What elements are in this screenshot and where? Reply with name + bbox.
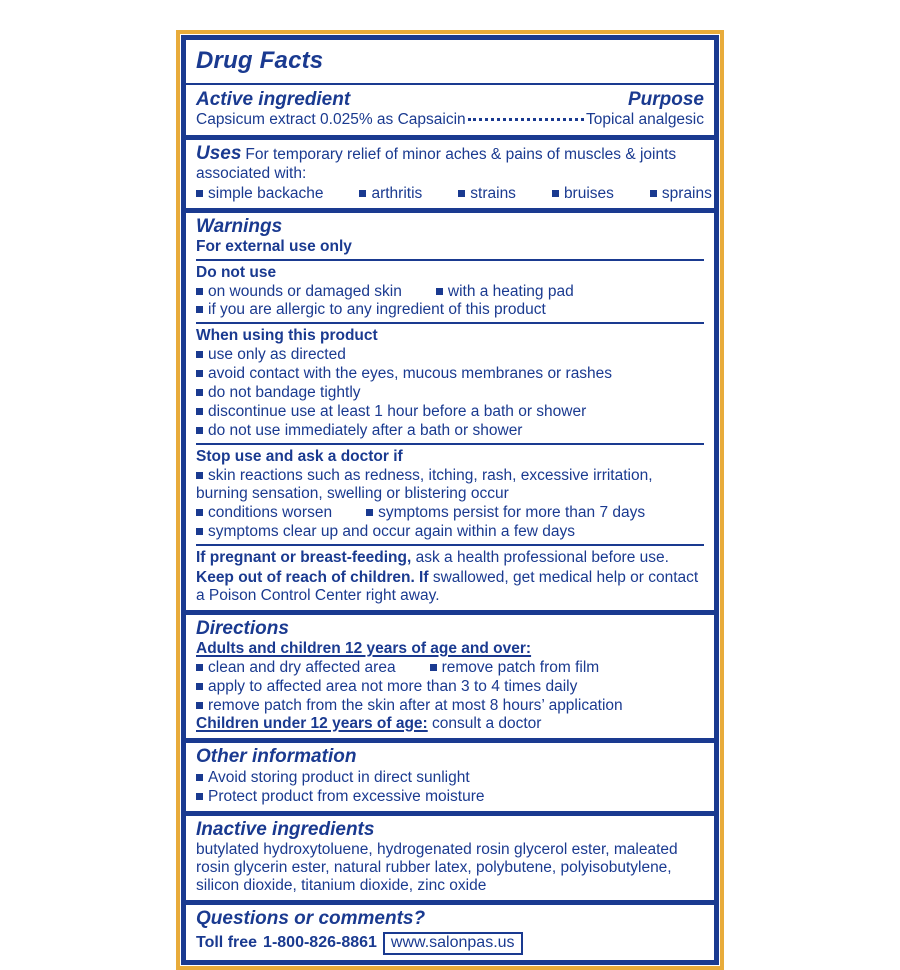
- adults-directions-heading: Adults and children 12 years of age and over:: [196, 640, 532, 657]
- bullet-icon: [196, 351, 203, 358]
- bullet-icon: [196, 702, 203, 709]
- bullet-icon: [458, 190, 465, 197]
- list-item: strains: [458, 185, 516, 203]
- bullet-icon: [196, 408, 203, 415]
- list-item: bruises: [552, 185, 614, 203]
- bullet-icon: [196, 306, 203, 313]
- when-using-heading: When using this product: [196, 327, 378, 345]
- subsection-divider: [196, 544, 704, 546]
- list-item: simple backache: [196, 185, 323, 203]
- other-information-heading: Other information: [196, 745, 357, 767]
- do-not-use-heading: Do not use: [196, 263, 277, 281]
- bullet-icon: [196, 793, 203, 800]
- contact-row: [196, 932, 704, 955]
- bullet-icon: [196, 664, 203, 671]
- list-item: avoid contact with the eyes, mucous membranes or rashes: [196, 365, 704, 383]
- list-item: apply to affected area not more than 3 to 4 times daily: [196, 678, 704, 696]
- purpose-heading: Purpose: [627, 89, 704, 110]
- list-item: symptoms persist for more than 7 days: [366, 504, 645, 522]
- list-item: if you are allergic to any ingredient of this product: [196, 301, 704, 319]
- list-item: arthritis: [359, 185, 422, 203]
- section-inactive-ingredients: [186, 816, 714, 900]
- list-item: remove patch from the skin after at most 8 hours’ application: [196, 697, 704, 715]
- bullet-icon: [552, 190, 559, 197]
- list-item: discontinue use at least 1 hour before a bath or shower: [196, 403, 704, 421]
- stop-use-row: [196, 504, 704, 522]
- section-directions: [186, 615, 714, 738]
- subsection-divider: [196, 322, 704, 324]
- subsection-divider: [196, 259, 704, 261]
- bullet-icon: [366, 509, 373, 516]
- list-item: Avoid storing product in direct sunlight: [196, 769, 704, 787]
- list-item: remove patch from film: [430, 659, 600, 677]
- list-item: with a heating pad: [436, 283, 574, 301]
- uses-intro: For temporary relief of minor aches & pains of muscles & joints associated with:: [196, 145, 677, 182]
- bullet-icon: [430, 664, 437, 671]
- do-not-use-row: [196, 283, 704, 301]
- purpose-value: Topical analgesic: [585, 111, 704, 128]
- list-item: use only as directed: [196, 346, 704, 364]
- list-item: do not use immediately after a bath or shower: [196, 422, 704, 440]
- section-other-information: [186, 743, 714, 811]
- uses-bullet-row: [196, 184, 712, 203]
- warnings-heading: Warnings: [196, 215, 283, 237]
- keep-out-of-reach-warning: Keep out of reach of children. If swallowed, get medical help or contact a Poison Control Center right away.: [196, 569, 699, 605]
- bullet-icon: [196, 683, 203, 690]
- inactive-ingredients-text: butylated hydroxytoluene, hydrogenated rosin glycerol ester, maleated rosin glycerin ester, natural rubber latex, polybutene, polyisobutylene, silicon dioxide, titanium dioxide, zinc oxide: [196, 840, 678, 894]
- bullet-icon: [196, 389, 203, 396]
- bullet-icon: [196, 190, 203, 197]
- questions-heading: Questions or comments?: [196, 907, 426, 929]
- bullet-icon: [196, 472, 203, 479]
- stop-use-heading: Stop use and ask a doctor if: [196, 448, 403, 466]
- list-item: Protect product from excessive moisture: [196, 788, 704, 806]
- label-inner-border: [181, 35, 719, 965]
- inactive-ingredients-heading: Inactive ingredients: [196, 818, 375, 840]
- list-item: symptoms clear up and occur again within a few days: [196, 523, 704, 541]
- section-active-ingredient: [186, 85, 714, 135]
- list-item: conditions worsen: [196, 504, 332, 522]
- external-use-text: For external use only: [196, 237, 352, 255]
- children-directions: Children under 12 years of age: consult a doctor: [196, 714, 542, 732]
- pregnancy-warning: If pregnant or breast-feeding, ask a health professional before use.: [196, 549, 669, 567]
- list-item: sprains: [650, 185, 712, 203]
- uses-heading: Uses: [196, 142, 242, 164]
- drug-facts-title: Drug Facts: [196, 47, 324, 74]
- bullet-icon: [650, 190, 657, 197]
- ingredient-name: Capsicum extract 0.025% as Capsaicin: [196, 111, 466, 128]
- subsection-divider: [196, 443, 704, 445]
- bullet-icon: [196, 509, 203, 516]
- section-warnings: [186, 213, 714, 610]
- directions-heading: Directions: [196, 618, 289, 639]
- bullet-icon: [196, 370, 203, 377]
- list-item: do not bandage tightly: [196, 384, 704, 402]
- list-item: skin reactions such as redness, itching, rash, excessive irritation, burning sensation, swelling or blistering occur: [196, 467, 653, 503]
- active-ingredient-heading: Active ingredient: [196, 89, 351, 110]
- list-item: on wounds or damaged skin: [196, 283, 402, 301]
- section-title: [186, 40, 714, 83]
- bullet-icon: [196, 528, 203, 535]
- section-questions: [186, 905, 714, 960]
- bullet-icon: [359, 190, 366, 197]
- bullet-icon: [196, 427, 203, 434]
- drug-facts-label: [176, 30, 724, 970]
- dotted-leader: [468, 118, 584, 121]
- bullet-icon: [196, 288, 203, 295]
- toll-free-label: Toll free: [196, 934, 258, 952]
- bullet-icon: [436, 288, 443, 295]
- section-uses: [186, 140, 714, 208]
- bullet-icon: [196, 774, 203, 781]
- website-url: www.salonpas.us: [383, 932, 523, 955]
- directions-row: [196, 659, 704, 677]
- list-item: clean and dry affected area: [196, 659, 396, 677]
- toll-free-number: 1-800-826-8861: [263, 934, 377, 952]
